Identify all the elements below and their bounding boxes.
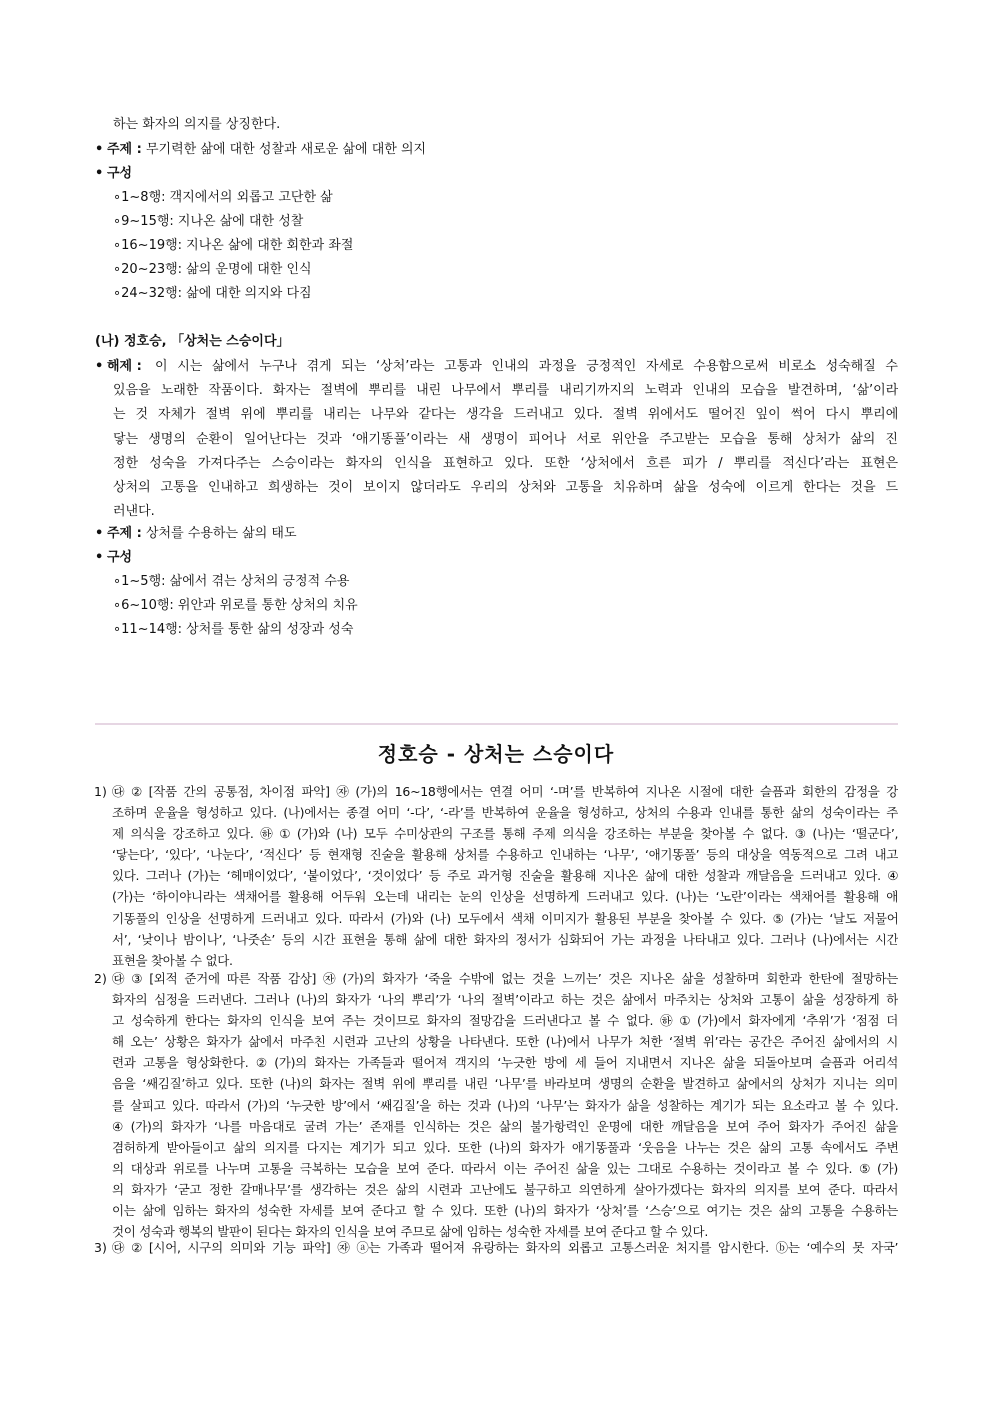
answer-line: 화자의 심정을 드러낸다. 그러나 (나)의 화자가 ‘나의 뿌리’가 ‘나의 절벽’이라고 하는 것은 삶에서 마주치는 상처와 고통이 삶을 성장하게 하	[112, 992, 898, 1008]
question-number: 2)	[94, 971, 107, 986]
structure-item: ∘16~19행: 지나온 삶에 대한 회한과 좌절	[113, 238, 354, 253]
answer-line: 의 화자가 ‘굳고 정한 갈매나무’를 생각하는 것은 삶의 시련과 고난에도 불구하고 의연하게 살아가겠다는 화자의 의지를 보여 준다. 따라서	[112, 1181, 898, 1197]
structure-item: ∘6~10행: 위안과 위로를 통한 상처의 치유	[113, 598, 358, 613]
answer-line: 이는 삶에 임하는 화자의 성숙한 자세를 보여 준다고 할 수 있다. 또한 (나)의 화자가 ‘상처’를 ‘스승’으로 여기는 것은 삶의 고통을 수용하는	[112, 1203, 898, 1219]
section-divider	[95, 723, 898, 725]
theme-label: 주제 :	[107, 142, 142, 157]
theme-text: 상처를 수용하는 삶의 태도	[141, 526, 297, 541]
answer-line: 제 의식을 강조하고 있다. ㉻ ① (가)와 (나) 모두 수미상관의 구조를 통해 주제 의식을 강조하는 부분을 찾아볼 수 없다. ③ (나)는 ‘떨군다’,	[112, 826, 898, 842]
explain-line: 이 시는 삶에서 누구나 겪게 되는 ‘상처’라는 고통과 인내의 과정을 긍정적인 자세로 수용함으로써 비로소 성숙해질 수	[155, 359, 898, 374]
structure-item: ∘20~23행: 삶의 운명에 대한 인식	[113, 262, 312, 277]
explain-label-text: 해제 :	[107, 359, 142, 374]
explain-bullet: •	[95, 359, 104, 374]
structure-bullet-na: •	[95, 550, 104, 565]
explain-line: 상처의 고통을 인내하고 희생하는 것이 보이지 않더라도 우리의 상처와 고통을 치유하며 삶을 성숙에 이르게 한다는 것을 드	[113, 480, 898, 496]
answer-line: 고 성숙하게 한다는 화자의 인식을 보여 주는 것이므로 화자의 절망감을 드러낸다고 볼 수 없다. ㉻ ① (가)에서 화자에게 ‘추위’가 ‘점점 더	[112, 1013, 898, 1029]
theme-bullet-ga: •	[95, 142, 104, 157]
explain-paragraph	[113, 355, 898, 524]
answer-line: 있다. 그러나 (가)는 ‘헤매이었다’, ‘붙이었다’, ‘것이었다’ 등 주로 과거형 진술을 활용해 지나온 삶에 대한 성찰과 깨달음을 드러내고 있다. ④	[112, 868, 898, 884]
answer-line: 해 오는’ 상황은 화자가 삶에서 마주친 시련과 고난의 상황을 나타낸다. 또한 (나)에서 나무가 처한 ‘절벽 위’라는 공간은 주어진 삶에서의 시	[112, 1034, 898, 1050]
structure-label-na: 구성	[107, 550, 133, 565]
answer-line: (가)는 ‘하이야니라는 색채어를 활용해 어두워 오는데 내리는 눈의 인상을 선명하게 드러내고 있다. (나)는 ‘노란’이라는 색채어를 활용해 애	[112, 889, 898, 905]
theme-text: 무기력한 삶에 대한 성찰과 새로운 삶에 대한 의지	[141, 142, 427, 157]
answer-line: 음을 ‘쌔김질’하고 있다. 또한 (나)의 화자는 절벽 위에 뿌리를 내린 ‘나무’를 바라보며 생명의 순환을 발견하고 삶에서의 상처가 지니는 의미	[112, 1076, 898, 1092]
structure-item: ∘24~32행: 삶에 대한 의지와 다짐	[113, 286, 312, 301]
continued-line: 하는 화자의 의지를 상징한다.	[113, 117, 281, 132]
structure-bullet-ga: •	[95, 166, 104, 181]
answer-3	[112, 1237, 898, 1258]
answer-line: ‘닿는다’, ‘있다’, ‘나눈다’, ‘적신다’ 등 현재형 진술을 활용해 상처를 수용하고 인내하는 ‘나무’, ‘애기똥풀’ 등의 대상을 역동적으로 그려 내고	[112, 847, 898, 863]
explain-line: 있음을 노래한 작품이다. 화자는 절벽에 뿌리를 내린 나무에서 뿌리를 내리기까지의 노력과 인내의 모습을 발견하며, ‘삶’이라	[113, 383, 898, 399]
structure-item: ∘1~8행: 객지에서의 외롭고 고단한 삶	[113, 190, 333, 205]
answer-1	[112, 781, 898, 971]
answer-line: 조하며 운율을 형성하고 있다. (나)에서는 종결 어미 ‘-다’, ‘-라’를 반복하여 운율을 형성하고, 상처의 수용과 인내를 통한 삶의 성숙이라는 주	[112, 805, 898, 821]
answer-line: 의 대상과 위로를 나누며 고통을 극복하는 모습을 보여 준다. 따라서 이는 주어진 삶을 있는 그대로 수용하는 것이라고 볼 수 있다. ⑤ (가)	[112, 1160, 898, 1176]
explain-line: 정한 성숙을 가져다주는 스승이라는 화자의 인식을 표현하고 있다. 또한 ‘상처에서 흐른 피가 / 뿌리를 적신다’라는 표현은	[113, 455, 898, 471]
question-number: 1)	[94, 784, 107, 799]
answer-line: 를 살피고 있다. 따라서 (가)의 ‘누긋한 방’에서 ‘쌔김질’을 하는 것과 (나)의 ‘나무’는 화자가 삶을 성찰하는 계기가 되는 요소라고 볼 수 있다.	[112, 1097, 898, 1113]
explain-line: 러낸다.	[113, 504, 155, 520]
answer-2	[112, 968, 898, 1242]
answer-line: ㉰ ② [시어, 시구의 의미와 기능 파악] ㉶ ⓐ는 가족과 떨어져 유랑하는 화자의 외롭고 고통스러운 처지를 암시한다. ⓑ는 ‘예수의 못 자국’	[112, 1240, 898, 1255]
structure-item: ∘9~15행: 지나온 삶에 대한 성찰	[113, 214, 304, 229]
answer-line: 겸허하게 받아들이고 삶의 의지를 다지는 계기가 되고 있다. 또한 (나)의 화자가 애기똥풀과 ‘웃음을 나누는 것은 삶의 고통 속에서도 주변	[112, 1139, 898, 1155]
question-number: 3)	[94, 1240, 107, 1255]
explain-line: 는 것 자체가 절벽 위에 뿌리를 내리는 나무와 같다는 생각을 드러내고 있다. 절벽 위에서도 떨어진 잎이 썩어 다시 뿌리에	[113, 407, 898, 423]
explain-line: 닿는 생명의 순환이 일어난다는 것과 ‘애기똥풀’이라는 새 생명이 피어나 서로 위안을 주고받는 모습을 통해 상처가 삶의 진	[113, 431, 898, 447]
structure-label-ga: 구성	[107, 166, 133, 181]
answer-line: ㉰ ② [작품 간의 공통점, 차이점 파악] ㉶ (가)의 16~18행에서는 연결 어미 ‘-며’를 반복하여 지나온 시절에 대한 슬픔과 회한의 감정을 강	[112, 784, 898, 799]
answer-line: 기똥풀의 인상을 선명하게 드러내고 있다. 따라서 (가)와 (나) 모두에서 색채 이미지가 활용된 부분을 찾아볼 수 있다. ⑤ (가)는 ‘날도 저물어	[112, 910, 898, 926]
answer-line: 련과 고통을 형상화한다. ② (가)의 화자는 가족들과 떨어져 객지의 ‘누긋한 방에 세 들어 지내면서 지나온 삶을 되돌아보며 슬픔과 어리석	[112, 1055, 898, 1071]
answer-title: 정호승 - 상처는 스승이다	[377, 742, 615, 766]
section-heading-na: (나) 정호승, 「상처는 스승이다」	[95, 334, 290, 349]
theme-na	[107, 522, 297, 546]
theme-ga	[107, 138, 426, 162]
answer-line: ④ (가)의 화자가 ‘나를 마음대로 굴려 가는’ 존재를 인식하는 것은 삶의 불가항력인 운명에 대한 깨달음을 보여 주어 화자가 주어진 삶을	[112, 1118, 898, 1134]
theme-label: 주제 :	[107, 526, 142, 541]
answer-line: 서’, ‘낮이나 밤이나’, ‘나줏손’ 등의 시간 표현을 통해 삶에 대한 화자의 정서가 심화되어 가는 과정을 나타내고 있다. 그러나 (나)에서는 시간	[112, 931, 898, 947]
structure-item: ∘11~14행: 상처를 통한 삶의 성장과 성숙	[113, 622, 354, 637]
answer-line: 것이 성숙과 행복의 발판이 된다는 화자의 인식을 보여 주므로 삶에 임하는 성숙한 자세를 보여 준다고 할 수 있다.	[112, 1224, 708, 1240]
structure-item: ∘1~5행: 삶에서 겪는 상처의 긍정적 수용	[113, 574, 350, 589]
answer-line: ㉰ ③ [외적 준거에 따른 작품 감상] ㉶ (가)의 화자가 ‘죽을 수밖에 없는 것을 느끼는’ 것은 지나온 삶을 성찰하며 회한과 한탄에 절망하는	[112, 971, 898, 986]
theme-bullet-na: •	[95, 526, 104, 541]
answer-line: 표현을 찾아볼 수 없다.	[112, 952, 233, 968]
